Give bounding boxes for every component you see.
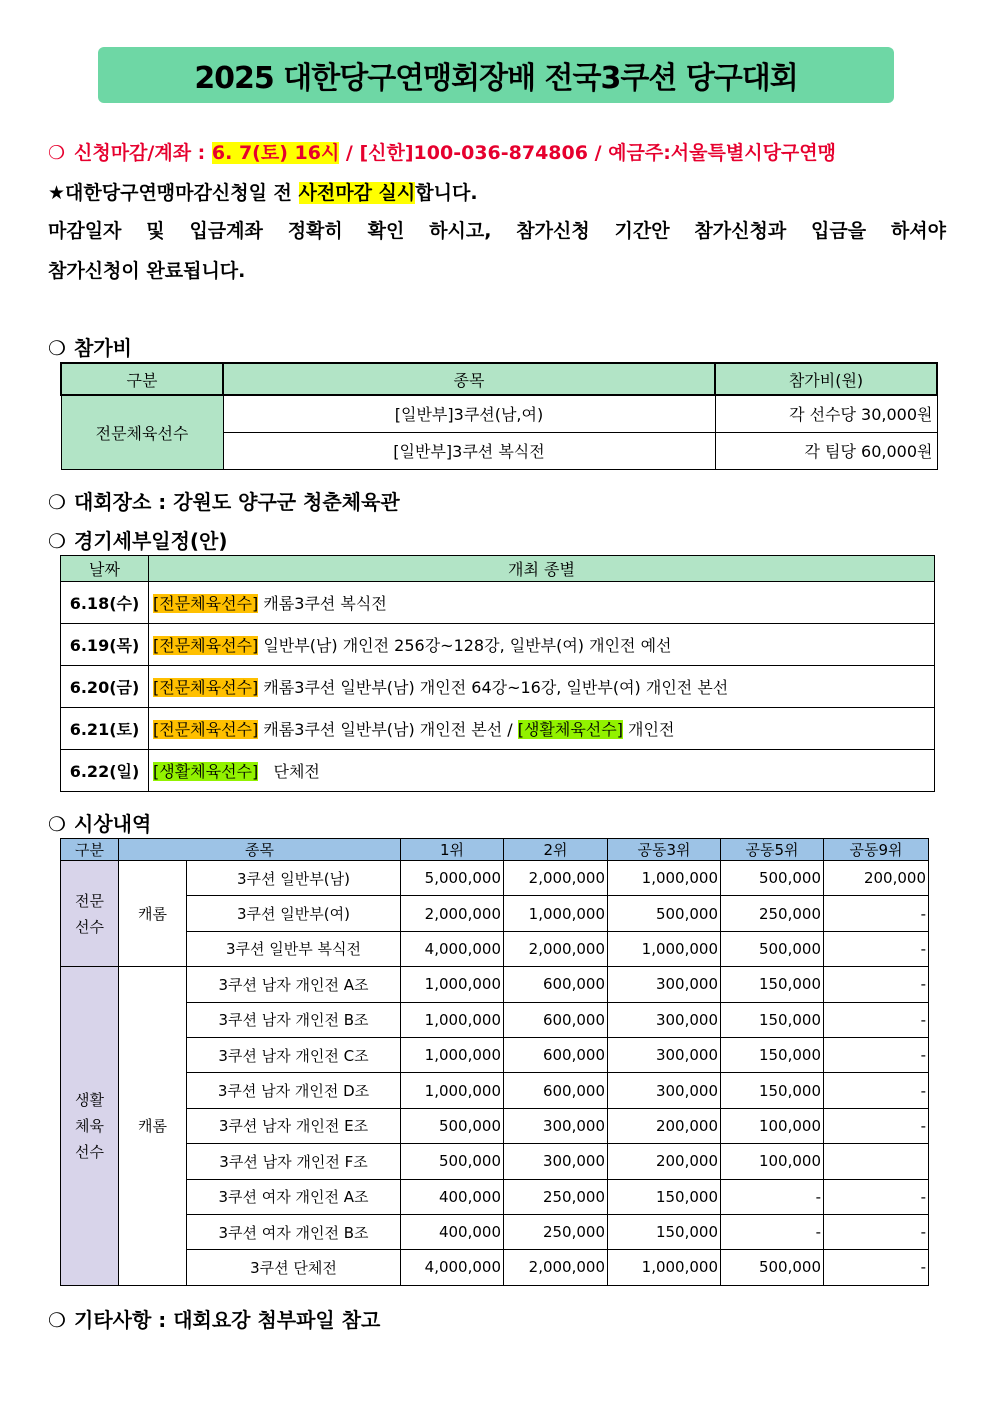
prize-amount: 1,000,000	[401, 1037, 504, 1072]
fee-event: [일반부]3쿠션(남,여)	[223, 395, 715, 432]
table-row	[61, 1179, 929, 1214]
schedule-heading-text: 경기세부일정(안)	[74, 529, 228, 553]
prize-amount: -	[824, 1073, 929, 1108]
prize-amount: 150,000	[721, 1073, 824, 1108]
notice-text-end: 합니다.	[415, 182, 478, 204]
schedule-heading	[48, 525, 228, 554]
prize-amount: 5,000,000	[401, 861, 504, 896]
etc-line	[48, 1304, 380, 1333]
schedule-detail	[149, 666, 935, 708]
fee-table	[60, 362, 938, 470]
prize-header-row	[61, 839, 929, 861]
prize-amount: 1,000,000	[401, 967, 504, 1002]
schedule-header-row	[61, 556, 935, 582]
table-row	[61, 896, 929, 931]
prize-event: 3쿠션 남자 개인전 F조	[187, 1144, 401, 1179]
table-row	[61, 624, 935, 666]
prize-amount: -	[721, 1214, 824, 1249]
tag-pro: [전문체육선수]	[153, 678, 259, 697]
tag-pro: [전문체육선수]	[153, 594, 259, 613]
prize-amount: 600,000	[504, 1002, 608, 1037]
prize-event: 3쿠션 남자 개인전 D조	[187, 1073, 401, 1108]
prize-event: 3쿠션 일반부 복식전	[187, 931, 401, 966]
prize-amount: -	[824, 1214, 929, 1249]
bullet-icon: ❍	[48, 490, 66, 514]
prize-event: 3쿠션 남자 개인전 A조	[187, 967, 401, 1002]
prize-header-1st: 1위	[401, 839, 504, 861]
prize-amount: 300,000	[608, 1037, 721, 1072]
fee-header-row	[61, 363, 937, 395]
table-row	[61, 861, 929, 896]
table-row	[61, 1250, 929, 1285]
prize-amount: -	[824, 967, 929, 1002]
prize-amount: 400,000	[401, 1214, 504, 1249]
schedule-detail	[149, 708, 935, 750]
schedule-text: 캐롬3쿠션 일반부(남) 개인전 64강~16강, 일반부(여) 개인전 본선	[258, 678, 729, 697]
prize-amount: 250,000	[721, 896, 824, 931]
tag-amateur: [생활체육선수]	[517, 720, 623, 739]
table-row	[61, 666, 935, 708]
schedule-detail	[149, 582, 935, 624]
prize-amount: 500,000	[721, 1250, 824, 1285]
prize-heading	[48, 808, 151, 837]
notice-highlight: 사전마감 실시	[298, 182, 416, 204]
bullet-icon: ❍	[48, 812, 66, 836]
table-row	[61, 1002, 929, 1037]
prize-amount: 1,000,000	[608, 861, 721, 896]
schedule-detail	[149, 750, 935, 792]
notice-line-2: 마감일자 및 입금계좌 정확히 확인 하시고, 참가신청 기간안 참가신청과 입금을 하셔야	[48, 220, 946, 242]
deadline-account: / [신한]100-036-874806 / 예금주:서울특별시당구연맹	[339, 142, 836, 164]
prize-category: 전문 선수	[61, 861, 119, 967]
fee-category: 전문체육선수	[61, 395, 223, 469]
prize-subcategory: 캐롬	[119, 861, 187, 967]
prize-header-category: 구분	[61, 839, 119, 861]
prize-amount: 1,000,000	[401, 1073, 504, 1108]
tag-pro: [전문체육선수]	[153, 636, 259, 655]
notice-line-3: 참가신청이 완료됩니다.	[48, 260, 246, 282]
prize-amount: 500,000	[401, 1144, 504, 1179]
prize-amount: 200,000	[608, 1108, 721, 1143]
prize-amount: 2,000,000	[401, 896, 504, 931]
prize-amount: 300,000	[608, 967, 721, 1002]
prize-amount: 4,000,000	[401, 1250, 504, 1285]
bullet-icon: ❍	[48, 529, 66, 553]
venue-line	[48, 486, 400, 515]
prize-subcategory: 캐롬	[119, 967, 187, 1286]
fee-amount: 각 선수당 30,000원	[715, 395, 937, 432]
prize-amount: 150,000	[608, 1214, 721, 1249]
bullet-icon: ❍	[48, 336, 66, 360]
prize-header-3rd: 공동3위	[608, 839, 721, 861]
prize-amount: -	[824, 1037, 929, 1072]
prize-header-9th: 공동9위	[824, 839, 929, 861]
schedule-text: 캐롬3쿠션 복식전	[258, 594, 387, 613]
fee-heading-text: 참가비	[74, 336, 132, 360]
tag-amateur: [생활체육선수]	[153, 762, 259, 781]
fee-header-category: 구분	[61, 363, 223, 395]
prize-amount: 1,000,000	[504, 896, 608, 931]
table-row	[61, 582, 935, 624]
prize-amount	[824, 1144, 929, 1179]
table-row	[61, 1144, 929, 1179]
prize-amount: 250,000	[504, 1179, 608, 1214]
table-row	[61, 1073, 929, 1108]
prize-amount: 150,000	[721, 1037, 824, 1072]
prize-amount: 150,000	[721, 967, 824, 1002]
prize-category: 생활 체육 선수	[61, 967, 119, 1286]
prize-amount: 500,000	[401, 1108, 504, 1143]
prize-amount: 100,000	[721, 1108, 824, 1143]
prize-amount: 150,000	[721, 1002, 824, 1037]
prize-amount: 4,000,000	[401, 931, 504, 966]
schedule-header-date: 날짜	[61, 556, 149, 582]
table-row	[61, 1108, 929, 1143]
prize-event: 3쿠션 여자 개인전 A조	[187, 1179, 401, 1214]
prize-amount: 1,000,000	[401, 1002, 504, 1037]
fee-header-amount: 참가비(원)	[715, 363, 937, 395]
schedule-text: 캐롬3쿠션 일반부(남) 개인전 본선 /	[258, 720, 518, 739]
schedule-table	[60, 555, 935, 792]
bullet-icon: ❍	[48, 1308, 66, 1332]
notice-line-1	[48, 178, 478, 205]
schedule-date: 6.18(수)	[61, 582, 149, 624]
table-row	[61, 1037, 929, 1072]
table-row	[61, 750, 935, 792]
prize-amount: 300,000	[608, 1073, 721, 1108]
fee-event: [일반부]3쿠션 복식전	[223, 432, 715, 469]
deadline-label: 신청마감/계좌 :	[74, 142, 212, 164]
prize-amount: 600,000	[504, 1037, 608, 1072]
prize-event: 3쿠션 단체전	[187, 1250, 401, 1285]
fee-amount: 각 팀당 60,000원	[715, 432, 937, 469]
prize-amount: 200,000	[824, 861, 929, 896]
prize-table	[60, 838, 929, 1286]
prize-amount: -	[824, 1250, 929, 1285]
schedule-text: 일반부(남) 개인전 256강~128강, 일반부(여) 개인전 예선	[258, 636, 672, 655]
deadline-date: 6. 7(토) 16시	[211, 142, 340, 164]
prize-amount: 500,000	[721, 861, 824, 896]
schedule-date: 6.20(금)	[61, 666, 149, 708]
prize-amount: 2,000,000	[504, 931, 608, 966]
prize-event: 3쿠션 남자 개인전 C조	[187, 1037, 401, 1072]
table-row	[61, 931, 929, 966]
prize-amount: 2,000,000	[504, 1250, 608, 1285]
prize-header-event: 종목	[119, 839, 401, 861]
notice-text: ★대한당구연맹마감신청일 전	[48, 182, 299, 204]
table-row	[61, 1214, 929, 1249]
prize-amount: 500,000	[721, 931, 824, 966]
schedule-text: 단체전	[258, 762, 320, 781]
prize-event: 3쿠션 남자 개인전 B조	[187, 1002, 401, 1037]
prize-amount: -	[824, 931, 929, 966]
prize-header-5th: 공동5위	[721, 839, 824, 861]
schedule-header-event: 개최 종별	[149, 556, 935, 582]
prize-amount: 150,000	[608, 1179, 721, 1214]
fee-header-event: 종목	[223, 363, 715, 395]
prize-event: 3쿠션 일반부(여)	[187, 896, 401, 931]
prize-amount: 300,000	[504, 1108, 608, 1143]
prize-amount: 200,000	[608, 1144, 721, 1179]
prize-event: 3쿠션 일반부(남)	[187, 861, 401, 896]
prize-amount: -	[824, 1108, 929, 1143]
prize-amount: 500,000	[608, 896, 721, 931]
prize-amount: 600,000	[504, 1073, 608, 1108]
venue-text: 대회장소 : 강원도 양구군 청춘체육관	[74, 490, 400, 514]
deadline-line	[48, 138, 836, 165]
schedule-date: 6.22(일)	[61, 750, 149, 792]
tag-pro: [전문체육선수]	[153, 720, 259, 739]
prize-event: 3쿠션 남자 개인전 E조	[187, 1108, 401, 1143]
schedule-date: 6.19(목)	[61, 624, 149, 666]
etc-text: 기타사항 : 대회요강 첨부파일 참고	[74, 1308, 381, 1332]
prize-amount: -	[721, 1179, 824, 1214]
page-title: 2025 대한당구연맹회장배 전국3쿠션 당구대회	[98, 47, 894, 103]
prize-amount: 400,000	[401, 1179, 504, 1214]
table-row	[61, 967, 929, 1002]
prize-event: 3쿠션 여자 개인전 B조	[187, 1214, 401, 1249]
prize-amount: 600,000	[504, 967, 608, 1002]
table-row	[61, 395, 937, 432]
schedule-date: 6.21(토)	[61, 708, 149, 750]
prize-heading-text: 시상내역	[74, 812, 152, 836]
prize-amount: 300,000	[504, 1144, 608, 1179]
prize-amount: 2,000,000	[504, 861, 608, 896]
bullet-icon: ❍	[48, 142, 66, 164]
prize-amount: 1,000,000	[608, 1250, 721, 1285]
prize-header-2nd: 2위	[504, 839, 608, 861]
fee-heading	[48, 332, 132, 361]
prize-amount: 1,000,000	[608, 931, 721, 966]
table-row	[61, 708, 935, 750]
prize-amount: -	[824, 1179, 929, 1214]
schedule-detail	[149, 624, 935, 666]
prize-amount: 250,000	[504, 1214, 608, 1249]
schedule-text: 개인전	[622, 720, 675, 739]
prize-amount: -	[824, 1002, 929, 1037]
prize-amount: 300,000	[608, 1002, 721, 1037]
prize-amount: 100,000	[721, 1144, 824, 1179]
prize-amount: -	[824, 896, 929, 931]
